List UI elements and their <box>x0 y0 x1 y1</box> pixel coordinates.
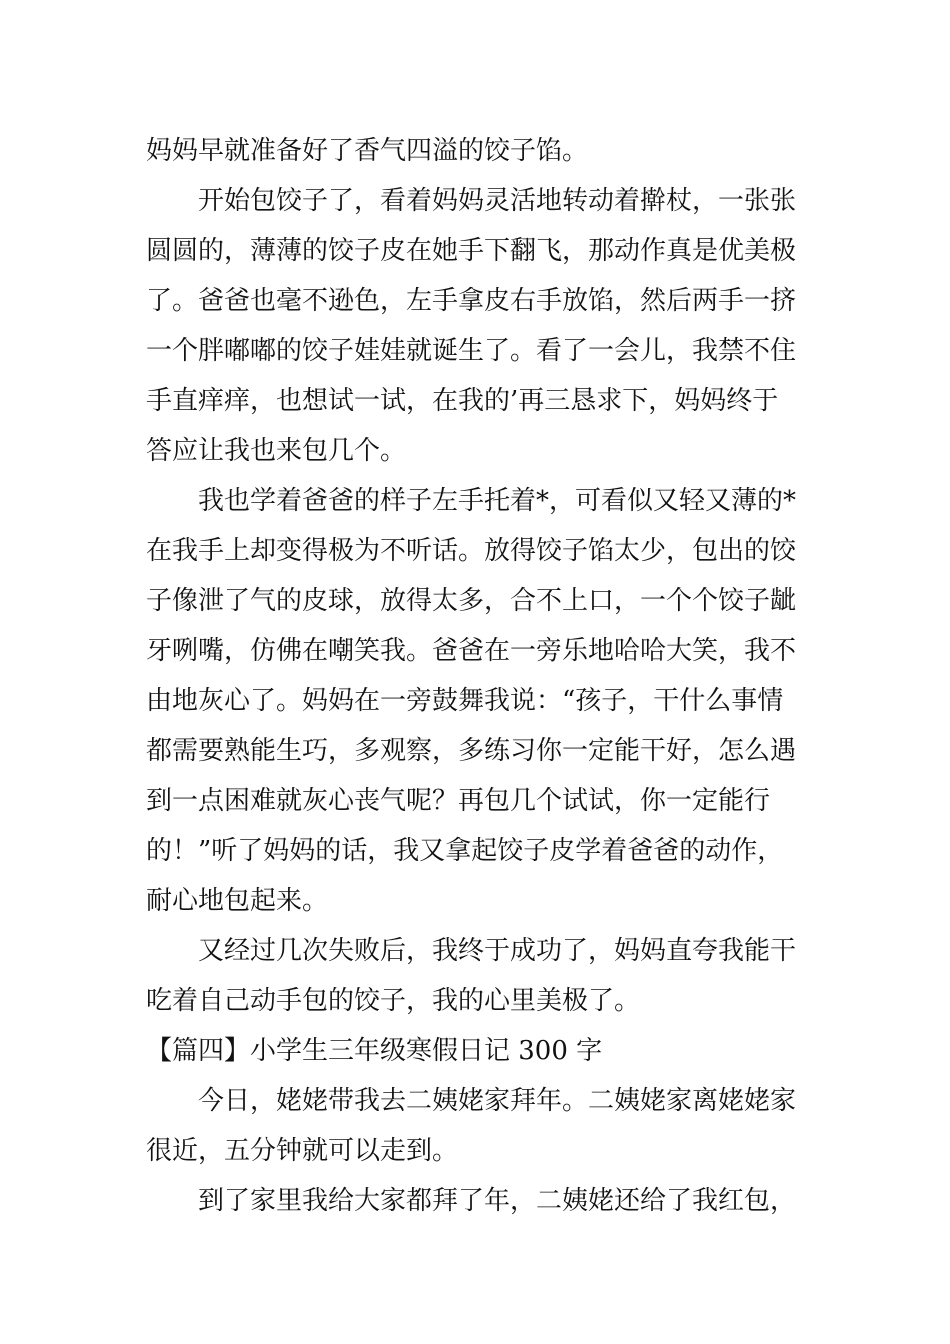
text-line: 了。爸爸也毫不逊色，左手拿皮右手放馅，然后两手一挤 <box>146 286 797 316</box>
text-line: 都需要熟能生巧，多观察，多练习你一定能干好，怎么遇 <box>146 736 797 766</box>
text-line: 耐心地包起来。 <box>146 886 329 916</box>
text-line: 很近，五分钟就可以走到。 <box>146 1136 459 1166</box>
text-line: 子像泄了气的皮球，放得太多，合不上口，一个个饺子龇 <box>146 586 797 616</box>
text-line: 又经过几次失败后，我终于成功了，妈妈直夸我能干 <box>198 936 797 966</box>
text-line: 圆圆的，薄薄的饺子皮在她手下翻飞，那动作真是优美极 <box>146 236 797 266</box>
text-line: 答应让我也来包几个。 <box>146 436 407 466</box>
section-heading: 【篇四】小学生三年级寒假日记 300 字 <box>146 1036 603 1066</box>
text-line: 我也学着爸爸的样子左手托着*，可看似又轻又薄的* <box>198 486 797 516</box>
text-line: 开始包饺子了，看着妈妈灵活地转动着擀杖，一张张 <box>198 186 797 216</box>
text-line: 由地灰心了。妈妈在一旁鼓舞我说：“孩子，干什么事情 <box>146 686 784 716</box>
text-line: 到了家里我给大家都拜了年，二姨姥还给了我红包， <box>198 1186 797 1216</box>
text-line: 牙咧嘴，仿佛在嘲笑我。爸爸在一旁乐地哈哈大笑，我不 <box>146 636 797 666</box>
text-line: 手直痒痒，也想试一试，在我的’再三恳求下，妈妈终于 <box>146 386 779 416</box>
text-line: 在我手上却变得极为不听话。放得饺子馅太少，包出的饺 <box>146 536 797 566</box>
text-line: 今日，姥姥带我去二姨姥家拜年。二姨姥家离姥姥家 <box>198 1086 797 1116</box>
text-line: 妈妈早就准备好了香气四溢的饺子馅。 <box>146 136 589 166</box>
text-line: 一个胖嘟嘟的饺子娃娃就诞生了。看了一会儿，我禁不住 <box>146 336 797 366</box>
text-line: 的！”听了妈妈的话，我又拿起饺子皮学着爸爸的动作， <box>146 836 784 866</box>
text-line: 到一点困难就灰心丧气呢？再包几个试试，你一定能行 <box>146 786 771 816</box>
document-body <box>146 126 810 1226</box>
text-line: 吃着自己动手包的饺子，我的心里美极了。 <box>146 986 641 1016</box>
